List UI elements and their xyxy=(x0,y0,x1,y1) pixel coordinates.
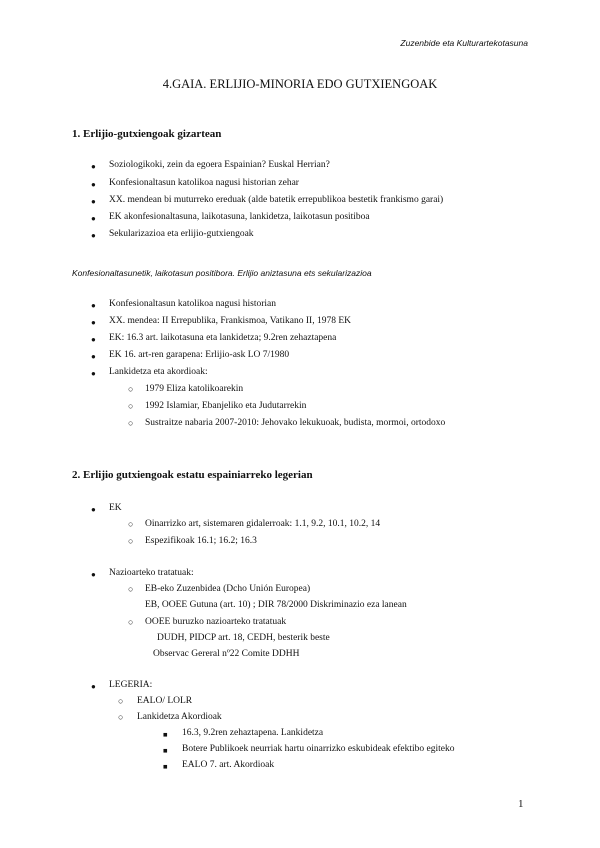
bullet-icon: ● xyxy=(91,180,96,189)
treaties-label: Nazioarteko tratatuak: xyxy=(109,568,194,578)
bullet-icon: ● xyxy=(91,352,96,361)
hollow-bullet-icon: ○ xyxy=(118,696,124,706)
hollow-bullet-icon: ○ xyxy=(128,617,134,627)
hollow-bullet-icon: ○ xyxy=(128,519,134,529)
list-item-text: Sustraitze nabaria 2007-2010: Jehovako lekukuoak, budista, mormoi, ortodoxo xyxy=(145,418,446,428)
page-number: 1 xyxy=(518,798,524,810)
eu-law-detail: EB, OOEE Gutuna (art. 10) ; DIR 78/2000 Diskriminazio eza lanean xyxy=(145,600,407,610)
list-item-text: EK akonfesionaltasuna, laikotasuna, lankidetza, laikotasun positiboa xyxy=(109,212,370,222)
list-item-text: Espezifikoak 16.1; 16.2; 16.3 xyxy=(145,536,257,546)
bullet-icon: ● xyxy=(91,301,96,310)
list-item-text: 1992 Islamiar, Ebanjeliko eta Judutarrekin xyxy=(145,401,307,411)
list-item-text: 16.3, 9.2ren zehaztapena. Lankidetza xyxy=(182,728,324,738)
list-item-text: EALO 7. art. Akordioak xyxy=(182,760,275,770)
list-item-text: Lankidetza eta akordioak: xyxy=(109,367,208,377)
bullet-icon: ● xyxy=(91,570,96,579)
bullet-icon: ● xyxy=(91,335,96,344)
bullet-icon: ● xyxy=(91,197,96,206)
running-header: Zuzenbide eta Kulturartekotasuna xyxy=(400,38,528,48)
list-item-text: XX. mendean bi muturreko ereduak (alde batetik errepublikoa bestetik frankismo garai) xyxy=(109,195,444,205)
square-bullet-icon: ■ xyxy=(163,730,168,739)
list-item-text: Botere Publikoek neurriak hartu oinarrizko eskubideak efektibo egiteko xyxy=(182,744,455,754)
list-item-text: Konfesionaltasun katolikoa nagusi historian zehar xyxy=(109,178,299,188)
section-2-heading: 2. Erlijio gutxiengoak estatu espainiarreko legerian xyxy=(72,469,313,481)
list-item-text: EK: 16.3 art. laikotasuna eta lankidetza; 9.2ren zehaztapena xyxy=(109,333,337,343)
bullet-icon: ● xyxy=(91,231,96,240)
square-bullet-icon: ■ xyxy=(163,746,168,755)
legeria-label: LEGERIA: xyxy=(109,680,153,690)
un-treaties-detail: DUDH, PIDCP art. 18, CEDH, besterik beste xyxy=(157,633,330,643)
ek-label: EK xyxy=(109,503,122,513)
section-1-subheading: Konfesionaltasunetik, laikotasun positibora. Erlijio aniztasuna ets sekularizazioa xyxy=(72,268,372,278)
hollow-bullet-icon: ○ xyxy=(118,712,124,722)
hollow-bullet-icon: ○ xyxy=(128,584,134,594)
list-item-text: EALO/ LOLR xyxy=(137,696,193,706)
list-item-text: Lankidetza Akordioak xyxy=(137,712,222,722)
hollow-bullet-icon: ○ xyxy=(128,536,134,546)
bullet-icon: ● xyxy=(91,214,96,223)
document-title: 4.GAIA. ERLIJIO-MINORIA EDO GUTXIENGOAK xyxy=(162,77,438,91)
square-bullet-icon: ■ xyxy=(163,762,168,771)
bullet-icon: ● xyxy=(91,369,96,378)
section-1-heading: 1. Erlijio-gutxiengoak gizartean xyxy=(72,128,222,140)
un-observation: Observac Gereral nº22 Comite DDHH xyxy=(153,649,300,659)
list-item-text: XX. mendea: II Errepublika, Frankismoa, Vatikano II, 1978 EK xyxy=(109,316,352,326)
hollow-bullet-icon: ○ xyxy=(128,384,134,394)
bullet-icon: ● xyxy=(91,682,96,691)
bullet-icon: ● xyxy=(91,318,96,327)
hollow-bullet-icon: ○ xyxy=(128,418,134,428)
bullet-icon: ● xyxy=(91,162,96,171)
list-item-text: 1979 Eliza katolikoarekin xyxy=(145,384,244,394)
un-treaties-line: OOEE buruzko nazioarteko tratatuak xyxy=(145,617,287,627)
list-item-text: Soziologikoki, zein da egoera Espainian? Euskal Herrian? xyxy=(109,160,330,170)
bullet-icon: ● xyxy=(91,505,96,514)
list-item-text: Sekularizazioa eta erlijio-gutxiengoak xyxy=(109,229,254,239)
eu-law-line: EB-eko Zuzenbidea (Dcho Unión Europea) xyxy=(145,584,311,594)
hollow-bullet-icon: ○ xyxy=(128,401,134,411)
list-item-text: EK 16. art-ren garapena: Erlijio-ask LO 7/1980 xyxy=(109,350,290,360)
list-item-text: Oinarrizko art, sistemaren gidalerroak: 1.1, 9.2, 10.1, 10.2, 14 xyxy=(145,519,381,529)
list-item-text: Konfesionaltasun katolikoa nagusi historian xyxy=(109,299,277,309)
